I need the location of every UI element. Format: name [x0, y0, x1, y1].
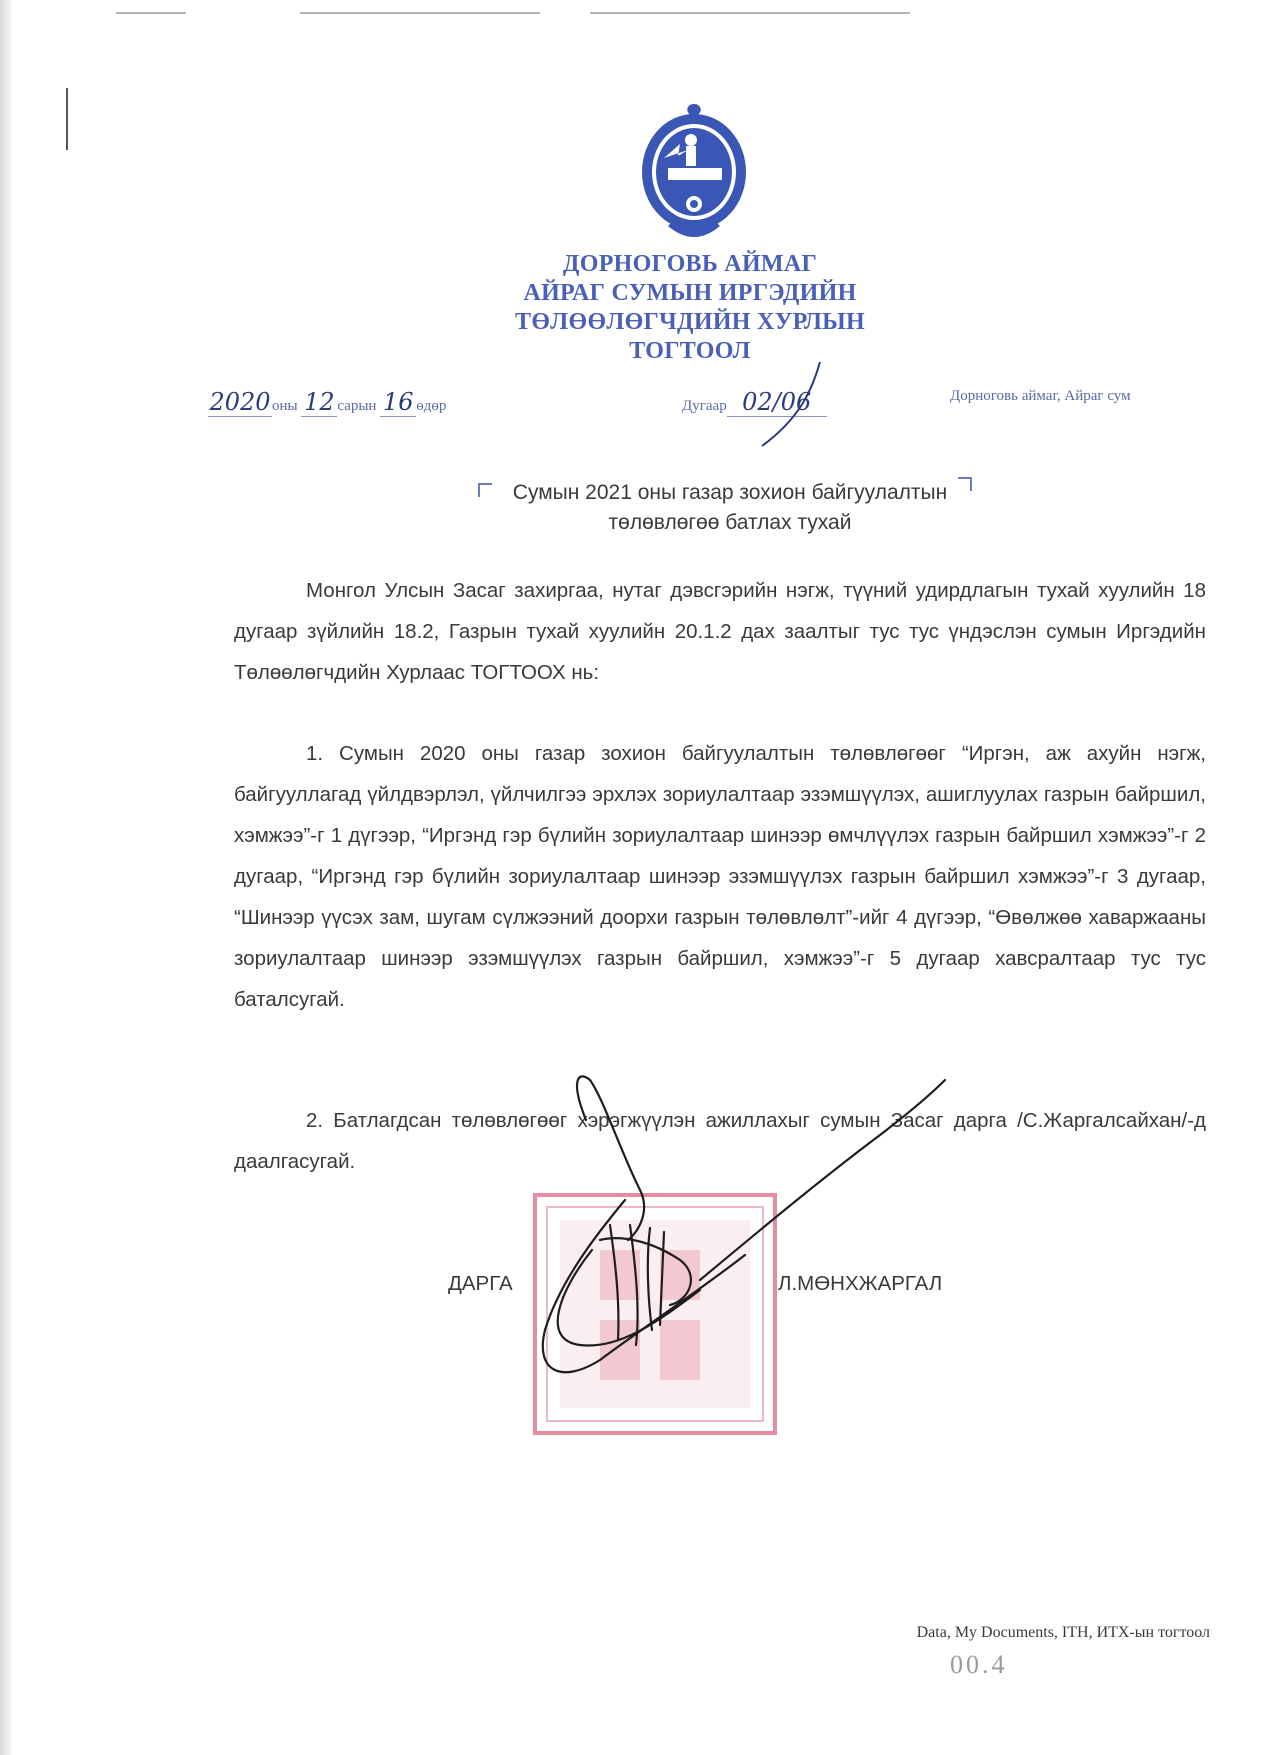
document-title [470, 478, 990, 538]
header-line-3: ТӨЛӨӨЛӨГЧДИЙН ХУРЛЫН [515, 309, 865, 335]
signer-name: Л.МӨНХЖАРГАЛ [778, 1272, 943, 1295]
date-month-suffix: сарын [337, 398, 377, 414]
date-year-suffix: оны [272, 398, 298, 414]
scan-left-edge [0, 0, 14, 1755]
footer-file-path: Data, My Documents, ITH, ИТХ-ын тогтоол [916, 1624, 1210, 1641]
item-2-paragraph: 2. Батлагдсан төлөвлөгөөг хэрэгжүүлэн ажиллахыг сумын Засаг дарга /С.Жаргалсайхан/-д даалгасугай. [234, 1109, 1206, 1173]
scan-top-line [300, 12, 540, 14]
margin-mark [66, 88, 68, 150]
preamble-paragraph: Монгол Улсын Засаг захиргаа, нутаг дэвсгэрийн нэгж, түүний удирдлагын тухай хуулийн 18 дугаар зүйлийн 18.2, Газрын тухай хуулийн 20.1.2 дах заалтыг тус тус үндэслэн сумын Иргэдийн Төлөөлөгчдийн Хурлаас ТОГТООХ нь: [234, 579, 1206, 684]
footer-faded-text: 00.4 [950, 1650, 1008, 1679]
number-value: 02/06 [742, 388, 812, 416]
signer-title: ДАРГА [448, 1272, 513, 1295]
document-header [430, 250, 950, 366]
title-line-1: Сумын 2021 оны газар зохион байгуулалтын [512, 481, 948, 504]
date-day: 16 [382, 388, 414, 416]
state-emblem-icon [628, 100, 760, 248]
number-label: Дугаар [682, 398, 727, 414]
header-line-1: ДОРНОГОВЬ АЙМАГ [562, 251, 818, 277]
date-month: 12 [304, 388, 335, 416]
scan-top-line [590, 12, 910, 14]
number-field [682, 388, 827, 417]
date-day-suffix: өдөр [416, 398, 447, 414]
date-field [208, 388, 446, 417]
title-line-2: төлөвлөгөө батлах тухай [608, 511, 852, 534]
item-1-paragraph: 1. Сумын 2020 оны газар зохион байгуулалтын төлөвлөгөөг “Иргэн, аж ахуйн нэгж, байгууллагад үйлдвэрлэл, үйлчилгээ эрхлэх зориулалтаар эзэмшүүлэх, ашиглуулах газрын байршил, хэмжээ”-г 1 дүгээр, “Иргэнд гэр бүлийн зориулалтаар шинээр өмчлүүлэх газрын байршил хэмжээ”-г 2 дугаар, “Иргэнд гэр бүлийн зориулалтаар шинээр эзэмшүүлэх газрын байршил хэмжээ”-г 3 дугаар, “Шинээр үүсэх зам, шугам сүлжээний доорхи газрын төлөвлөлт”-ийг 4 дүгээр, “Өвөлжөө хаваржааны зориулалтаар шинээр эзэмшүүлэх газрын байршил, хэмжээ”-г 5 дугаар хавсралтаар тус тус баталсугай. [234, 742, 1206, 1011]
scan-top-line [116, 12, 186, 14]
header-line-4: ТОГТООЛ [629, 338, 751, 364]
location-field: Дорноговь аймаг, Айраг сум [950, 388, 1131, 404]
header-line-2: АЙРАГ СУМЫН ИРГЭДИЙН [523, 280, 857, 306]
date-year: 2020 [209, 388, 271, 416]
